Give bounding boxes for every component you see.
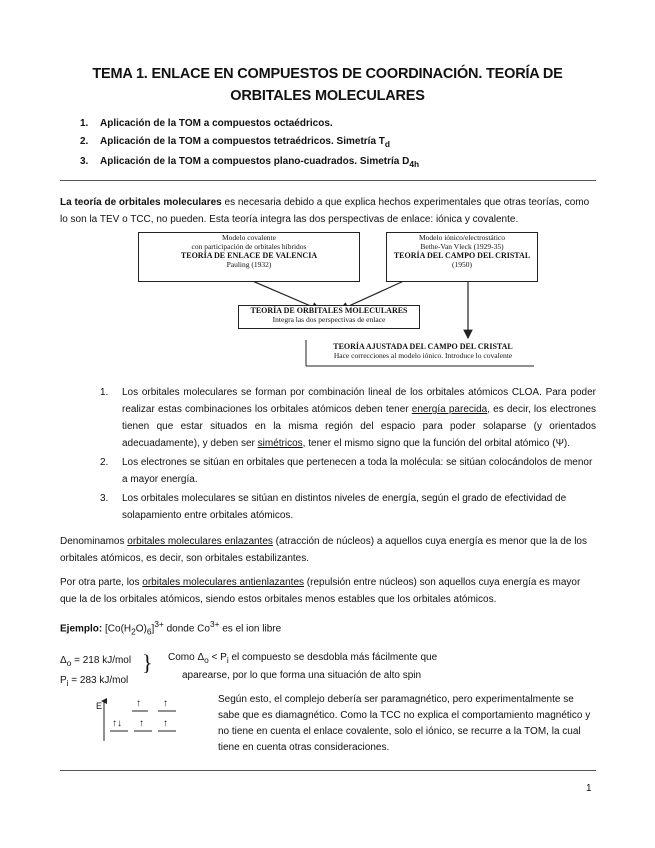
toc-number: 1. bbox=[80, 118, 89, 129]
electron-up: ↑ bbox=[163, 698, 168, 709]
toc-number: 3. bbox=[80, 156, 89, 167]
box-valence-bond-theory: Modelo covalente con participación de orbitales híbridos TEORÍA DE ENLACE DE VALENCIA Pauling (1932) bbox=[138, 232, 360, 282]
toc-item bbox=[80, 153, 419, 173]
page-number: 1 bbox=[586, 783, 592, 794]
box-crystal-field-theory: Modelo iónico/electrostático Bethe-Van Vleck (1929-35) TEORÍA DEL CAMPO DEL CRISTAL (1950) bbox=[386, 232, 538, 282]
high-spin-condition: Como $\Delta_o < P_i$ el compuesto se desdobla más fácilmente que aparearse, por lo que forma una situación de alto spin bbox=[168, 652, 438, 681]
table-of-contents bbox=[80, 115, 419, 173]
theory-diagram bbox=[138, 232, 538, 372]
properties-list bbox=[100, 384, 596, 526]
footer-divider bbox=[60, 770, 596, 771]
toc-number: 2. bbox=[80, 136, 89, 147]
intro-paragraph: La teoría de orbitales moleculares es necesaria debido a que explica hechos experimentales que otras teorías, como lo son la TEV o TCC, no pueden. Esta teoría integra las dos perspectivas de enlace: iónica y covalente. bbox=[60, 197, 590, 225]
list-item: 1. Los orbitales moleculares se forman por combinación lineal de los orbitales atómicos CLOA. Para poder realizar estas combinaciones los orbitales atómicos deben tener energía parecida, es decir, los electrones tienen que estar situados en la misma región del espacio para poder solaparse (y orientados adecuadamente), y deben ser simétricos, tener el mismo signo que la función del orbital atómico (Ψ). bbox=[100, 387, 596, 449]
antibonding-paragraph: Por otra parte, los orbitales moleculares antienlazantes (repulsión entre núcleos) son aquellos cuya energía es mayor que la de los orbitales atómicos, siendo estos orbitales menos estables que los orbitales atómicos. bbox=[60, 577, 581, 605]
conclusion-paragraph: Según esto, el complejo debería ser paramagnético, pero experimentalmente se sabe que es diamagnético. Como la TCC no explica el comportamiento magnético y no tiene en cuenta el enlace covalente, solo el iónico, se recurre a la TOM, la cual tiene en cuenta otras consideraciones. bbox=[218, 694, 591, 753]
box-molecular-orbital-theory: TEORÍA DE ORBITALES MOLECULARES Integra las dos perspectivas de enlace bbox=[238, 305, 420, 329]
brace-symbol: } bbox=[142, 650, 153, 675]
toc-text: Aplicación de la TOM a compuestos plano-cuadrados. Simetría $D_{4h}$ bbox=[100, 156, 420, 169]
level-lines bbox=[92, 695, 202, 745]
box-adjusted-crystal-field-theory: TEORÍA AJUSTADA DEL CAMPO DEL CRISTAL Hace correcciones al modelo iónico. Introduce lo covalente bbox=[333, 342, 513, 360]
toc-item bbox=[80, 115, 419, 133]
electron-up: ↑ bbox=[139, 718, 144, 729]
electron-up: ↑ bbox=[163, 718, 168, 729]
bonding-paragraph: Denominamos orbitales moleculares enlazantes (atracción de núcleos) a aquellos cuya energía es menor que la de los orbitales atómicos, es decir, son orbitales estabilizantes. bbox=[60, 536, 587, 564]
pairing-energy: $P_i = 283$ kJ/mol bbox=[60, 675, 129, 688]
example-line: Ejemplo: $[Co(H_2O)_6]^{3+}$ donde $Co^{3+}$ es el ion libre bbox=[60, 619, 282, 637]
section-divider bbox=[60, 180, 596, 181]
page-title: TEMA 1. ENLACE EN COMPUESTOS DE COORDINACIÓN. TEORÍA DE ORBITALES MOLECULARES bbox=[92, 66, 563, 104]
electron-up: ↑ bbox=[136, 698, 141, 709]
list-item: 2. Los electrones se sitúan en orbitales que pertenecen a toda la molécula: se sitúan colocándolos de menor a mayor energía. bbox=[100, 457, 593, 485]
list-item: 3. Los orbitales moleculares se sitúan en distintos niveles de energía, según el grado de efectividad de solapamiento entre orbitales atómicos. bbox=[100, 493, 567, 521]
energy-values bbox=[60, 652, 131, 692]
energy-level-diagram bbox=[92, 695, 202, 745]
toc-text: Aplicación de la TOM a compuestos octaédricos. bbox=[100, 118, 333, 129]
toc-text: Aplicación de la TOM a compuestos tetraédricos. Simetría $T_d$ bbox=[100, 136, 390, 149]
toc-item bbox=[80, 133, 419, 153]
splitting-energy: $\Delta_o = 218$ kJ/mol bbox=[60, 655, 132, 668]
energy-axis-label: E bbox=[96, 701, 103, 711]
electron-pair: ↑↓ bbox=[112, 718, 122, 729]
